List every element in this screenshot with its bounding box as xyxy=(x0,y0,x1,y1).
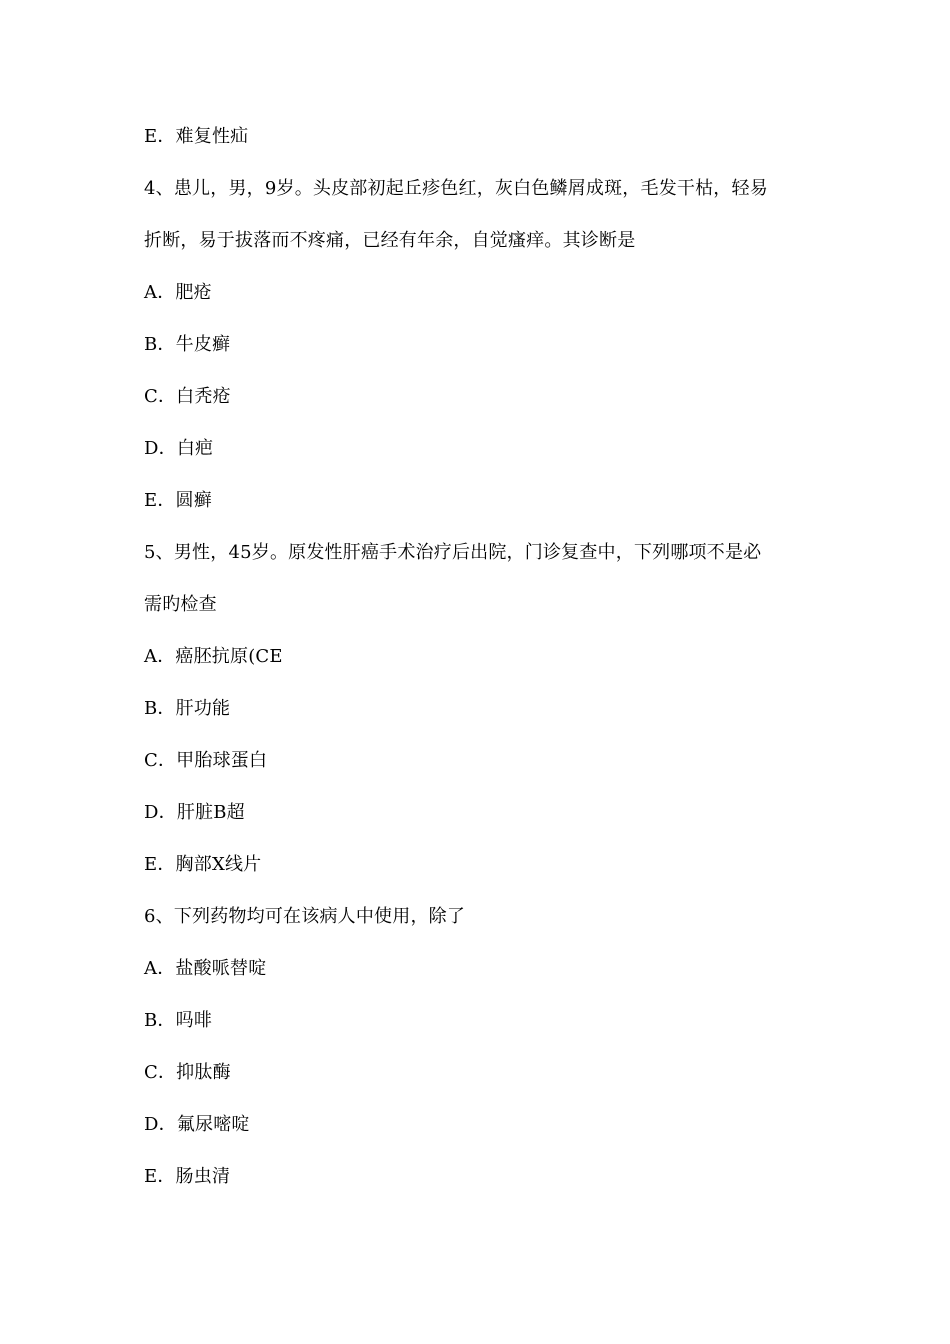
option-d-q5: D．肝脏B超 xyxy=(144,802,245,823)
question-4-stem-line-2: 折断，易于拔落而不疼痛，已经有年余，自觉瘙痒。其诊断是 xyxy=(144,230,636,251)
option-a-q4: A．肥疮 xyxy=(144,282,212,303)
option-e-q5: E．胸部X线片 xyxy=(144,854,262,875)
question-5-stem-line-2: 需旳检查 xyxy=(144,594,217,615)
option-e-q3: E．难复性疝 xyxy=(144,126,249,147)
option-c-q4: C．白秃疮 xyxy=(144,386,231,407)
question-6-stem: 6、下列药物均可在该病人中使用，除了 xyxy=(144,906,466,927)
option-d-q4: D．白疤 xyxy=(144,438,214,459)
option-a-q6: A．盐酸哌替啶 xyxy=(144,958,267,979)
option-d-q6: D．氟尿嘧啶 xyxy=(144,1114,250,1135)
option-b-q4: B．牛皮癣 xyxy=(144,334,231,355)
option-a-q5: A．癌胚抗原(CE xyxy=(144,646,283,667)
option-c-q6: C．抑肽酶 xyxy=(144,1062,231,1083)
option-e-q4: E．圆癣 xyxy=(144,490,212,511)
option-e-q6: E．肠虫清 xyxy=(144,1166,231,1187)
question-5-stem-line-1: 5、男性，45岁。原发性肝癌手术治疗后出院，门诊复查中，下列哪项不是必 xyxy=(144,542,762,563)
question-4-stem-line-1: 4、患儿，男，9岁。头皮部初起丘疹色红，灰白色鳞屑成斑，毛发干枯，轻易 xyxy=(144,178,768,199)
option-c-q5: C．甲胎球蛋白 xyxy=(144,750,268,771)
option-b-q6: B．吗啡 xyxy=(144,1010,213,1031)
option-b-q5: B．肝功能 xyxy=(144,698,231,719)
